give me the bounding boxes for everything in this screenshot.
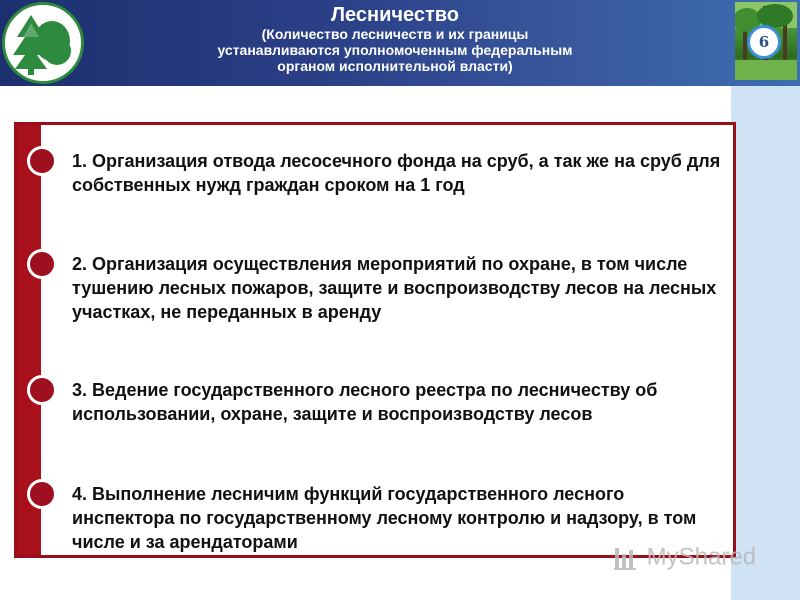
- slide-header: [0, 0, 800, 86]
- subtitle-line-1: (Количество лесничеств и их границы: [261, 26, 529, 42]
- list-item: 1. Организация отвода лесосечного фонда на сруб, а так же на сруб для собственных нужд граждан сроком на 1 год: [72, 151, 721, 195]
- watermark-text: MyShared: [646, 543, 757, 571]
- subtitle-line-3: органом исполнительной власти): [277, 58, 513, 74]
- list-item: 3. Ведение государственного лесного реестра по лесничеству об использовании, охране, защите и воспроизводству лесов: [72, 380, 658, 424]
- subtitle-line-2: устанавливаются уполномоченным федеральным: [217, 42, 573, 58]
- page-number-badge: 6: [747, 25, 781, 59]
- page-title: Лесничество: [330, 4, 460, 26]
- bullet-icon: [27, 479, 57, 509]
- bullet-icon: [27, 249, 57, 279]
- forest-emblem-icon: [2, 2, 84, 84]
- list-item: 4. Выполнение лесничим функций государственного лесного инспектора по государственному лесному контролю и надзору, в том числе и за арендаторами: [72, 484, 697, 552]
- right-side-strip: [731, 86, 800, 600]
- watermark: [612, 540, 772, 574]
- list-item: 2. Организация осуществления мероприятий по охране, в том числе тушению лесных пожаров, защите и воспроизводству лесов на лесных участках, не переданных в аренду: [72, 254, 717, 322]
- bullet-icon: [27, 146, 57, 176]
- title-block: [140, 4, 650, 74]
- bullet-icon: [27, 375, 57, 405]
- content-panel: [14, 122, 736, 558]
- myshared-logo-icon: [612, 544, 640, 572]
